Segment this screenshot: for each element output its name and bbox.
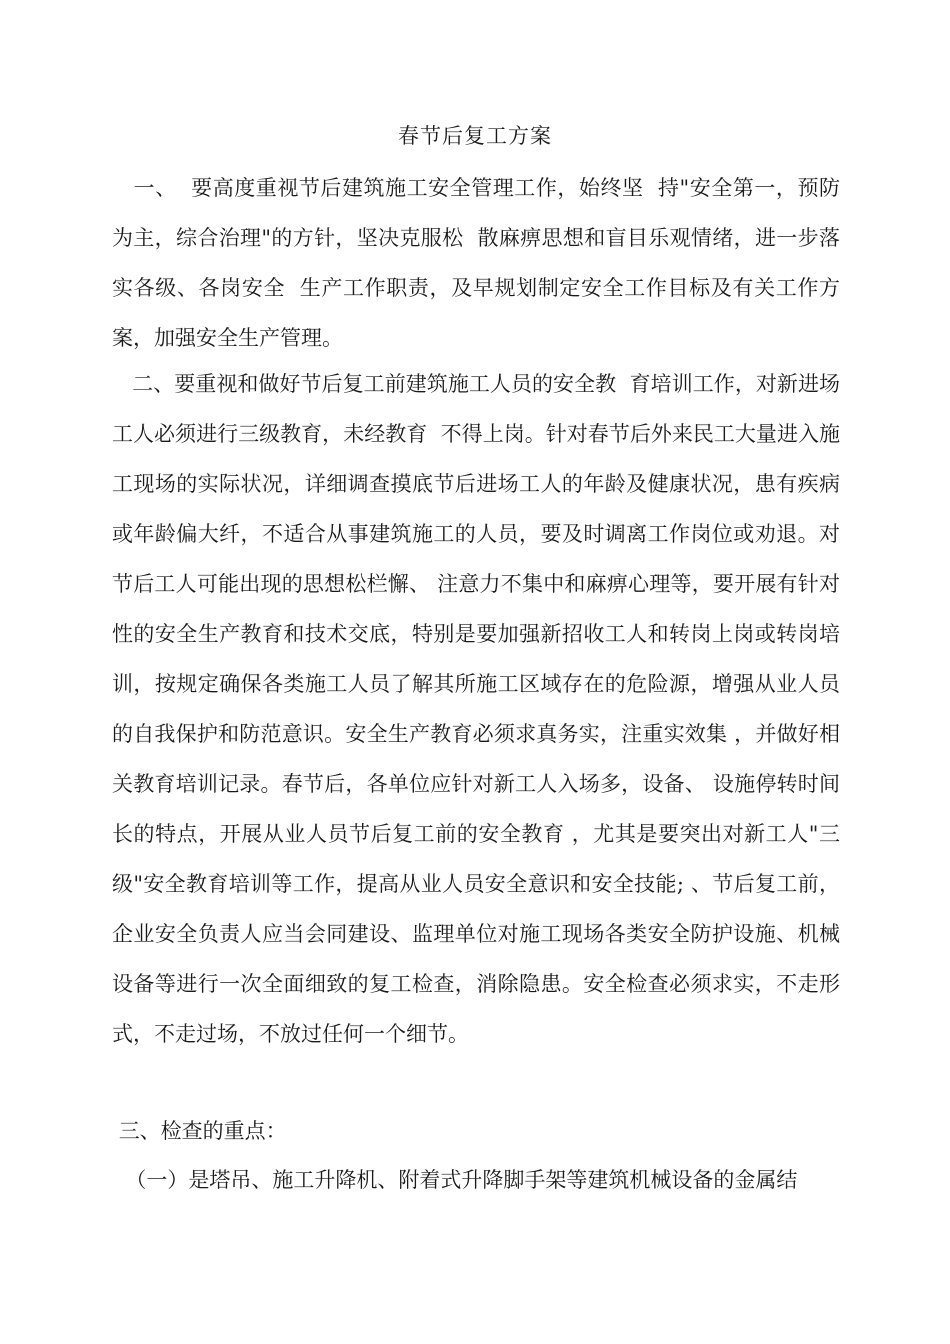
paragraph-section-1: 一、 要高度重视节后建筑施工安全管理工作，始终坚 持"安全第一，预防为主，综合治理"的方针，坚决克服松 散麻痹思想和盲目乐观情绪，进一步落实各级、各岗安全 生产工作职责，及早规划制定安全工作目标及有关工作方 案，加强安全生产管理。 xyxy=(112,176,854,350)
document-title: 春节后复工方案 xyxy=(398,124,552,148)
paragraph-section-3-heading: 三、检查的重点： xyxy=(112,1119,287,1143)
paragraph-item-1: （一）是塔吊、施工升降机、附着式升降脚手架等建筑机械设备的金属结 xyxy=(112,1168,798,1192)
paragraph-section-2: 二、要重视和做好节后复工前建筑施工人员的安全教 育培训工作，对新进场工人必须进行三级教育，未经教育 不得上岗。针对春节后外来民工大量进入施工现场的实际状况，详细调查摸底节后进场工人的年龄及健康状况，患有疾病或年龄偏大纤，不适合从事建筑施工的人员，要及时调离工作岗位或劝退。对节后工人可能出现的思想松栏懈、 注意力不集中和麻痹心理等，要开展有针对性的安全生产教育和技术交底，特别是要加强新招收工人和转岗上岗或转岗培训，按规定确保各类施工人员了解其所施工区域存在的危险源，增强从业人员的自我保护和防范意识。安全生产教育必须求真务实，注重实效集 ，并做好相关教育培训记录。春节后，各单位应针对新工人入场多，设备、 设施停转时间长的特点，开展从业人员节后复工前的安全教育 ，尤其是要突出对新工人"三级"安全教育培训等工作，提高从业人员安全意识和安全技能; 、节后复工前，企业安全负责人应当会同建设、监理单位对施工现场各类安全防护设施、机械设备等进行一次全面细致的复工检查，消除隐患。安全检查必须求实，不走形式，不走过场，不放过任何一个细节。 xyxy=(112,372,840,1046)
